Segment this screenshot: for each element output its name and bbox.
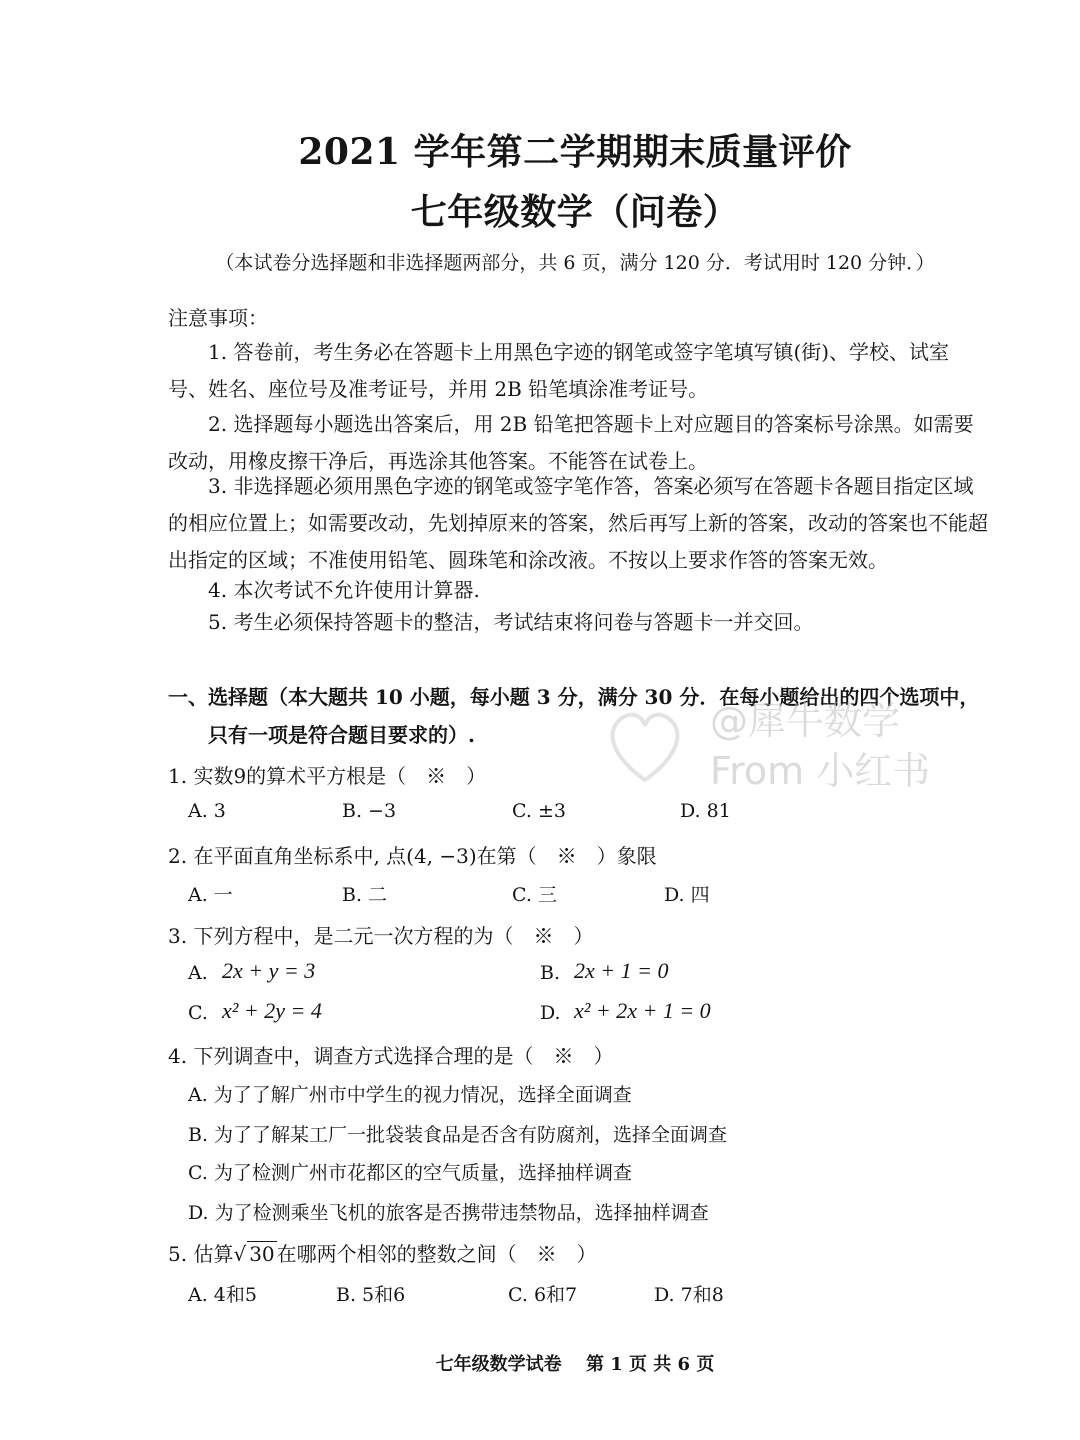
section-heading-line2: 只有一项是符合题目要求的）. [208,723,475,747]
note-item-5: 5. 考生必须保持答题卡的整洁，考试结束将问卷与答题卡一并交回。 [208,610,814,634]
watermark-line2: From 小红书 [710,749,931,793]
question-2-option-b: B. 二 [342,884,388,906]
question-3-option-d-label: D. [540,1002,561,1024]
question-5-stem: 5. 估算√ 30 在哪两个相邻的整数之间（ ※ ） [168,1242,597,1266]
question-5-stem-prefix: 5. 估算 [168,1242,234,1266]
question-5-stem-suffix: 在哪两个相邻的整数之间（ ※ ） [276,1242,597,1266]
note-item-2: 2. 选择题每小题选出答案后，用 2B 铅笔把答题卡上对应题目的答案标号涂黑。如需要改动，用橡皮擦干净后，再选涂其他答案。不能答在试卷上。 [168,412,974,473]
question-3-option-a-label: A. [188,962,208,984]
exam-subtitle: 七年级数学（问卷） [410,191,740,233]
question-4-stem: 4. 下列调查中，调查方式选择合理的是（ ※ ） [168,1044,614,1068]
question-2-stem: 2. 在平面直角坐标系中, 点(4, −3)在第（ ※ ）象限 [168,844,657,868]
question-5-option-c: C. 6和7 [508,1284,578,1306]
question-3-option-c-formula: x² + 2y = 4 [222,998,322,1023]
question-2-option-d: D. 四 [664,884,710,906]
question-4-option-d: D. 为了检测乘坐飞机的旅客是否携带违禁物品，选择抽样调查 [188,1202,709,1224]
note-item-4: 4. 本次考试不允许使用计算器. [208,578,480,602]
question-3-option-b-formula: 2x + 1 = 0 [574,958,669,983]
question-3-option-a-formula: 2x + y = 3 [222,958,316,983]
question-1-stem: 1. 实数9的算术平方根是（ ※ ） [168,764,487,788]
question-3-stem: 3. 下列方程中，是二元一次方程的为（ ※ ） [168,924,594,948]
question-2-option-c: C. 三 [512,884,557,906]
question-5-radicand: 30 [249,1242,275,1266]
heart-watermark-icon [600,700,690,790]
note-item-1: 1. 答卷前，考生务必在答题卡上用黑色字迹的钢笔或签字笔填写镇(街)、学校、试室号、姓名、座位号及准考证号，并用 2B 铅笔填涂准考证号。 [168,340,950,401]
question-3-option-b-label: B. [540,962,561,984]
question-5-option-a: A. 4和5 [188,1284,257,1306]
note-item-3: 3. 非选择题必须用黑色字迹的钢笔或签字笔作答，答案必须写在答题卡各题目指定区域的相应位置上；如需要改动，先划掉原来的答案，然后再写上新的答案，改动的答案也不能超出指定的区域；不准使用铅笔、圆珠笔和涂改液。不按以上要求作答的答案无效。 [168,474,988,572]
exam-info: （本试卷分选择题和非选择题两部分，共 6 页，满分 120 分．考试用时 120 分钟．） [215,252,935,274]
question-3-option-d-formula: x² + 2x + 1 = 0 [574,998,711,1023]
question-5-option-b: B. 5和6 [336,1284,406,1306]
watermark-line1: @犀牛数学 [710,699,901,743]
question-3-option-c-label: C. [188,1002,208,1024]
question-4-option-b: B. 为了了解某工厂一批袋装食品是否含有防腐剂，选择全面调查 [188,1124,728,1146]
section-heading-line1: 一、选择题（本大题共 10 小题，每小题 3 分，满分 30 分．在每小题给出的四个选项中， [168,685,980,709]
question-1-option-d: D. 81 [680,800,731,822]
question-2-option-a: A. 一 [188,884,233,906]
question-1-option-c: C. ±3 [512,800,566,822]
question-4-option-a: A. 为了了解广州市中学生的视力情况，选择全面调查 [188,1084,632,1106]
watermark [710,696,930,796]
question-4-option-c: C. 为了检测广州市花都区的空气质量，选择抽样调查 [188,1162,632,1184]
question-5-option-d: D. 7和8 [654,1284,724,1306]
notes-heading: 注意事项： [168,306,268,330]
question-1-option-b: B. −3 [342,800,397,822]
exam-title: 2021 学年第二学期期末质量评价 [298,131,852,173]
question-1-option-a: A. 3 [188,800,226,822]
page-footer: 七年级数学试卷 第 1 页 共 6 页 [435,1354,715,1375]
